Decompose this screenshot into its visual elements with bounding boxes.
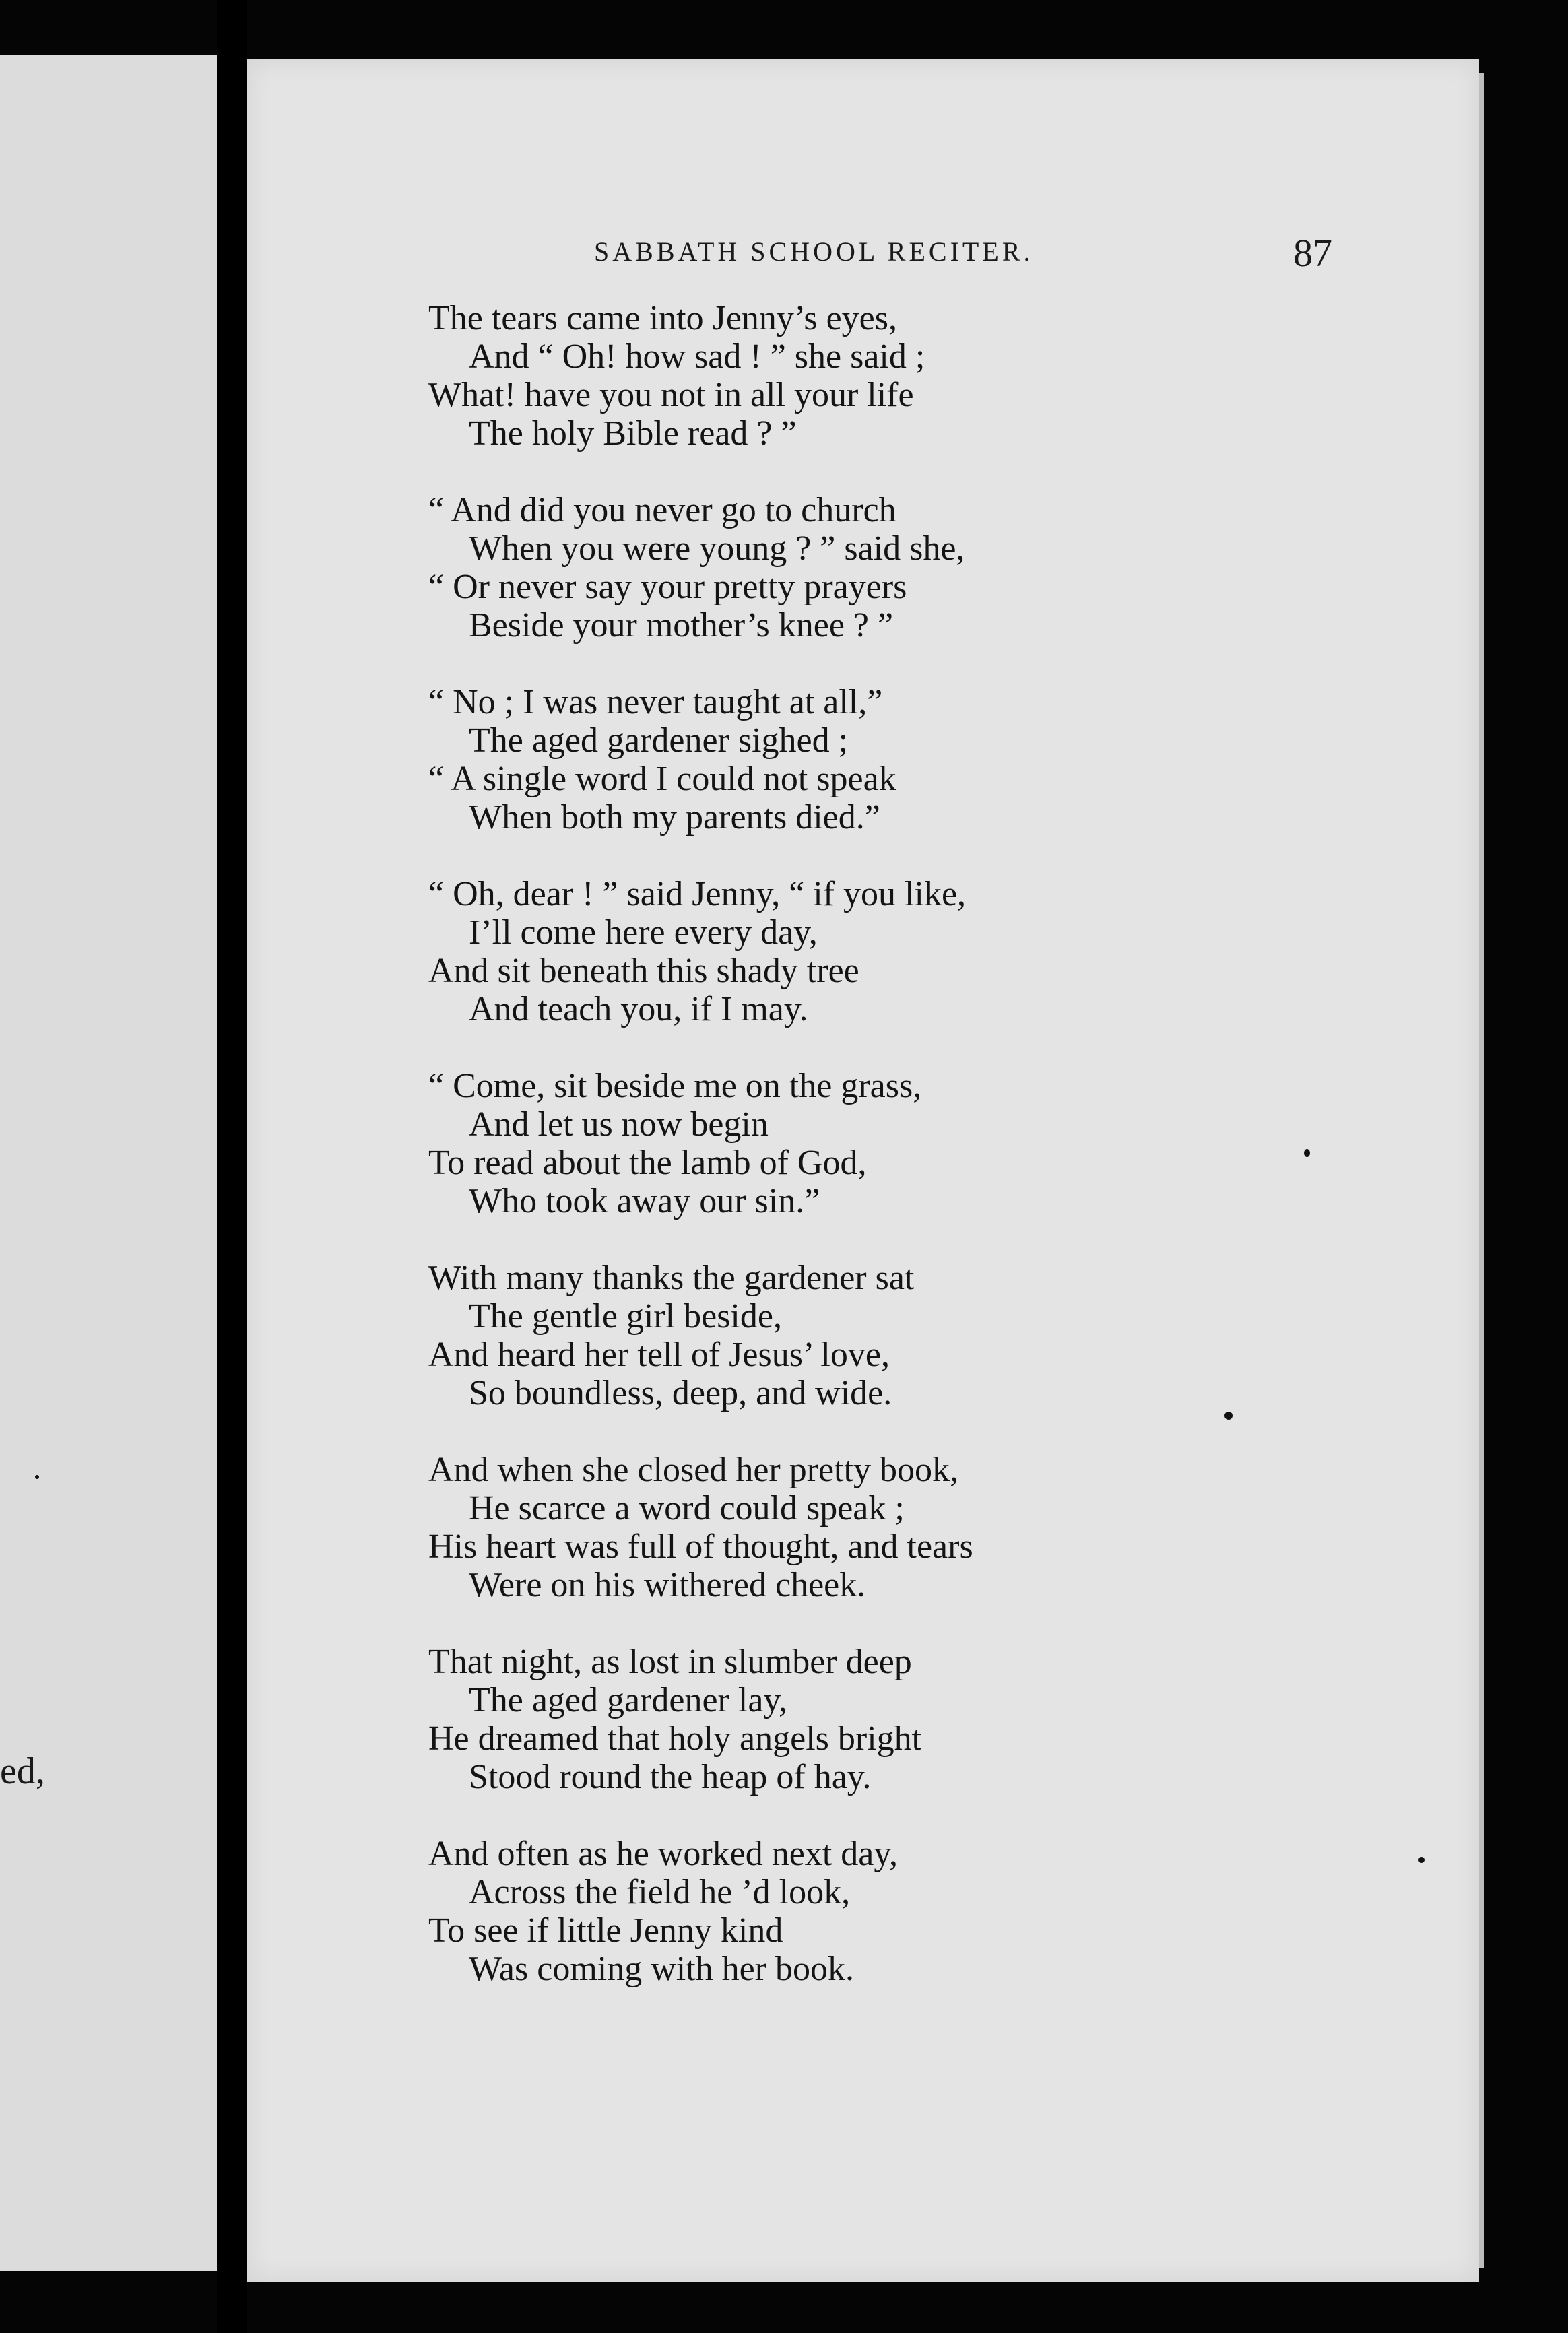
poem-line: When both my parents died.” (469, 798, 880, 836)
poem-line: Across the field he ’d look, (469, 1873, 851, 1911)
poem-line: And heard her tell of Jesus’ love, (428, 1336, 890, 1374)
poem-line: The aged gardener sighed ; (469, 721, 849, 760)
poem-line: “ A single word I could not speak (428, 760, 896, 798)
poem-line: And “ Oh! how sad ! ” she said ; (469, 337, 925, 376)
page-edge (1479, 73, 1484, 2268)
poem-line: The aged gardener lay, (469, 1681, 788, 1719)
poem-stanza (428, 1643, 1196, 1796)
poem-line: And sit beneath this shady tree (428, 952, 859, 990)
poem-stanza (428, 1259, 1196, 1412)
print-speck (1418, 1857, 1425, 1863)
poem-line: Who took away our sin.” (469, 1182, 820, 1220)
poem-stanza (428, 491, 1196, 645)
left-page (0, 55, 217, 2271)
poem-line: The gentle girl beside, (469, 1297, 782, 1336)
running-title: SABBATH SCHOOL RECITER. (594, 236, 1034, 267)
poem-line: To read about the lamb of God, (428, 1144, 867, 1182)
poem-line: The holy Bible read ? ” (469, 414, 797, 453)
left-page-fragment: ed, (0, 1750, 45, 1792)
poem-line: And let us now begin (469, 1105, 769, 1144)
poem-line: His heart was full of thought, and tears (428, 1527, 973, 1566)
poem-line: When you were young ? ” said she, (469, 529, 965, 568)
poem-line: The tears came into Jenny’s eyes, (428, 299, 897, 337)
poem-stanza (428, 683, 1196, 836)
poem-line: What! have you not in all your life (428, 376, 914, 414)
poem-line: And teach you, if I may. (469, 990, 808, 1028)
poem-stanza (428, 299, 1196, 453)
print-speck (1224, 1412, 1233, 1420)
book-gutter (217, 0, 247, 2333)
page-number: 87 (1293, 231, 1332, 275)
poem-line: Was coming with her book. (469, 1950, 855, 1988)
poem-line: Stood round the heap of hay. (469, 1758, 872, 1796)
poem-line: And often as he worked next day, (428, 1835, 898, 1873)
poem-line: So boundless, deep, and wide. (469, 1374, 892, 1412)
poem-stanza (428, 1451, 1196, 1604)
print-speck (35, 1475, 39, 1479)
print-speck (1304, 1149, 1310, 1157)
poem-line: With many thanks the gardener sat (428, 1259, 915, 1297)
poem-line: “ Come, sit beside me on the grass, (428, 1067, 922, 1105)
poem-text (428, 299, 1196, 2027)
poem-line: “ No ; I was never taught at all,” (428, 683, 883, 721)
poem-line: I’ll come here every day, (469, 913, 818, 952)
poem-line: To see if little Jenny kind (428, 1911, 783, 1950)
poem-line: And when she closed her pretty book, (428, 1451, 959, 1489)
poem-stanza (428, 875, 1196, 1028)
poem-stanza (428, 1835, 1196, 1988)
poem-line: He dreamed that holy angels bright (428, 1719, 922, 1758)
poem-stanza (428, 1067, 1196, 1220)
poem-line: “ Oh, dear ! ” said Jenny, “ if you like, (428, 875, 967, 913)
poem-line: Were on his withered cheek. (469, 1566, 866, 1604)
poem-line: “ Or never say your pretty prayers (428, 568, 907, 606)
poem-line: That night, as lost in slumber deep (428, 1643, 912, 1681)
poem-line: He scarce a word could speak ; (469, 1489, 905, 1527)
poem-line: Beside your mother’s knee ? ” (469, 606, 894, 645)
poem-line: “ And did you never go to church (428, 491, 896, 529)
